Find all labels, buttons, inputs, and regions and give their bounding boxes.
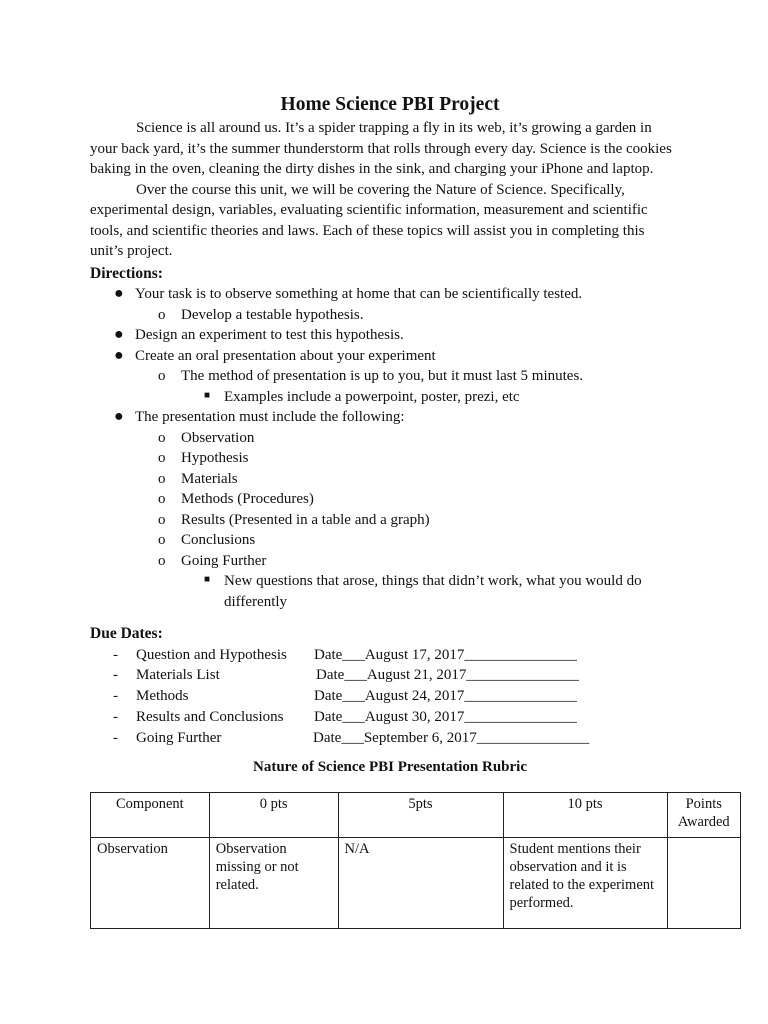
- dash-icon: -: [113, 646, 118, 663]
- due-dates-heading: Due Dates:: [90, 625, 163, 642]
- rubric-cell: N/A: [338, 838, 503, 929]
- bullet-icon: ●: [114, 408, 124, 425]
- rubric-header-cell: Component: [91, 793, 210, 838]
- direction-item-text: Conclusions: [181, 532, 256, 548]
- bullet-icon: ●: [114, 285, 124, 302]
- direction-item-text: The method of presentation is up to you, but it must last 5 minutes.: [181, 368, 584, 384]
- due-date-row: [90, 665, 680, 686]
- direction-item-text: Create an oral presentation about your experiment: [135, 347, 436, 364]
- dash-icon: -: [113, 708, 118, 725]
- direction-item: [90, 387, 680, 408]
- directions-heading: Directions:: [90, 264, 163, 282]
- bullet-icon: o: [158, 511, 166, 528]
- due-dates-list: [90, 645, 680, 749]
- direction-item: [90, 551, 680, 572]
- dash-icon: -: [113, 729, 118, 746]
- document-page: [90, 92, 680, 778]
- bullet-icon: ■: [204, 389, 211, 401]
- direction-item-text: Your task is to observe something at home that can be scientifically tested.: [135, 286, 583, 302]
- bullet-icon: o: [158, 552, 166, 569]
- rubric-header-row: [91, 793, 741, 838]
- direction-item: [90, 489, 680, 510]
- due-date: Date___August 17, 2017_______________: [314, 646, 577, 663]
- page-title: Home Science PBI Project: [280, 94, 500, 115]
- direction-item: [90, 571, 680, 612]
- due-task: Results and Conclusions: [136, 708, 284, 725]
- direction-item: [90, 530, 680, 551]
- bullet-icon: ●: [114, 326, 124, 343]
- direction-item: [90, 346, 680, 367]
- rubric-header-cell: 5pts: [338, 793, 503, 838]
- due-task: Question and Hypothesis: [136, 646, 287, 663]
- due-task: Materials List: [136, 667, 220, 684]
- bullet-icon: o: [158, 306, 166, 323]
- direction-item: [90, 366, 680, 387]
- due-date: Date___September 6, 2017_______________: [313, 729, 590, 746]
- due-date-row: [90, 686, 680, 707]
- direction-item-text: Develop a testable hypothesis.: [181, 306, 364, 323]
- bullet-icon: o: [158, 532, 166, 548]
- direction-item: [90, 448, 680, 469]
- bullet-icon: ■: [204, 574, 211, 585]
- rubric-header-cell: 0 pts: [209, 793, 338, 838]
- rubric-body: [91, 838, 741, 929]
- direction-item: [90, 469, 680, 490]
- dash-icon: -: [113, 688, 118, 705]
- rubric-cell: Student mentions their observation and it is related to the experiment performed.: [503, 838, 667, 929]
- due-date: Date___August 30, 2017_______________: [314, 708, 577, 725]
- direction-item: [90, 284, 680, 305]
- bullet-icon: o: [158, 368, 166, 384]
- direction-item-text: Going Further: [181, 552, 267, 569]
- bullet-icon: o: [158, 450, 166, 466]
- direction-item: [90, 325, 680, 346]
- direction-item: [90, 407, 680, 428]
- rubric-cell[interactable]: [667, 838, 741, 929]
- due-date-row: [90, 707, 680, 728]
- rubric-cell: Observation missing or not related.: [209, 838, 338, 929]
- direction-item-text: Observation: [181, 429, 255, 446]
- due-date-row: [90, 645, 680, 666]
- rubric-table: [90, 792, 741, 929]
- rubric-row: [91, 838, 741, 929]
- dash-icon: -: [113, 667, 118, 684]
- rubric-title: Nature of Science PBI Presentation Rubric: [253, 759, 527, 776]
- due-task: Methods: [136, 688, 189, 705]
- direction-item-text: The presentation must include the following:: [135, 409, 405, 425]
- intro-paragraph-2: Over the course this unit, we will be covering the Nature of Science. Specifically, experimental design, variables, evaluating scientific information, measurement and scientific tools, and scientific theories and laws. Each of these topics will assist you in completing this unit’s project.: [90, 181, 648, 259]
- due-date-row: [90, 728, 680, 749]
- direction-item: [90, 305, 680, 326]
- bullet-icon: o: [158, 429, 166, 446]
- due-date: Date___August 24, 2017_______________: [314, 688, 577, 705]
- direction-item-text: Methods (Procedures): [181, 491, 314, 507]
- bullet-icon: o: [158, 491, 166, 507]
- rubric-cell: Observation: [91, 838, 210, 929]
- direction-item-text: Examples include a powerpoint, poster, prezi, etc: [224, 388, 520, 405]
- intro: [90, 118, 680, 262]
- rubric-header-cell: Points Awarded: [667, 793, 741, 838]
- due-date: Date___August 21, 2017_______________: [316, 667, 579, 684]
- direction-item: [90, 428, 680, 449]
- direction-item-text: Results (Presented in a table and a graph): [181, 511, 430, 528]
- bullet-icon: o: [158, 470, 166, 487]
- direction-item-text: New questions that arose, things that didn’t work, what you would do differently: [224, 573, 642, 610]
- rubric-header-cell: 10 pts: [503, 793, 667, 838]
- direction-item: [90, 510, 680, 531]
- direction-item-text: Design an experiment to test this hypothesis.: [135, 327, 404, 343]
- bullet-icon: ●: [114, 346, 124, 364]
- direction-item-text: Materials: [181, 470, 238, 487]
- intro-paragraph-1: Science is all around us. It’s a spider trapping a fly in its web, it’s growing a garden in your back yard, it’s the summer thunderstorm that rolls through every day. Science is the cookies baking in the oven, cleaning the dirty dishes in the sink, and charging your iPhone and laptop.: [90, 120, 672, 177]
- directions-list: [90, 284, 680, 612]
- direction-item-text: Hypothesis: [181, 450, 249, 466]
- due-task: Going Further: [136, 729, 222, 746]
